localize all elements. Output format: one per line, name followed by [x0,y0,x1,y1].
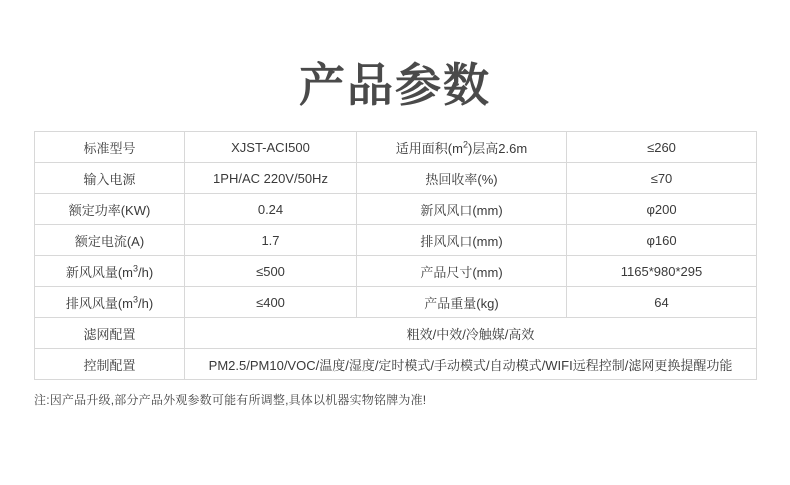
spec-value: 0.24 [185,194,357,225]
disclaimer-note: 注:因产品升级,部分产品外观参数可能有所调整,具体以机器实物铭牌为准! [34,393,427,408]
table-row [35,287,757,318]
spec-value: 1PH/AC 220V/50Hz [185,163,357,194]
spec-label: 额定功率(KW) [35,194,185,225]
spec-label: 产品尺寸(mm) [357,256,567,287]
spec-value: ≤70 [567,163,757,194]
spec-value: φ160 [567,225,757,256]
spec-label: 额定电流(A) [35,225,185,256]
spec-label-sup: 3 [132,294,138,305]
table-row [35,318,757,349]
spec-label-text-post: /h) [138,264,154,280]
spec-label-text: 适用面积(m [395,140,463,156]
spec-table [34,131,757,380]
spec-value: PM2.5/PM10/VOC/温度/湿度/定时模式/手动模式/自动模式/WIFI远程控制/滤网更换提醒功能 [185,349,757,380]
spec-label [35,256,185,287]
table-row [35,194,757,225]
table-row [35,256,757,287]
spec-label: 排风风口(mm) [357,225,567,256]
spec-label-text: 排风风量(m [65,295,133,311]
spec-table-container [0,131,790,380]
table-row [35,132,757,163]
spec-value: 64 [567,287,757,318]
spec-label-sup: 3 [132,263,138,274]
spec-label: 控制配置 [35,349,185,380]
spec-value: ≤500 [185,256,357,287]
spec-label: 产品重量(kg) [357,287,567,318]
spec-label: 输入电源 [35,163,185,194]
table-row [35,163,757,194]
spec-value: 粗效/中效/冷触媒/高效 [185,318,757,349]
table-row [35,225,757,256]
spec-value: 1165*980*295 [567,256,757,287]
spec-label [35,287,185,318]
spec-value: ≤260 [567,132,757,163]
spec-label-text-post: /h) [138,295,154,311]
spec-label: 标准型号 [35,132,185,163]
spec-label: 热回收率(%) [357,163,567,194]
spec-label-sup: 2 [462,139,468,150]
spec-value: ≤400 [185,287,357,318]
spec-value: φ200 [567,194,757,225]
table-row [35,349,757,380]
spec-value: XJST-ACI500 [185,132,357,163]
spec-label-text: 新风风量(m [65,264,133,280]
spec-label: 新风风口(mm) [357,194,567,225]
spec-value: 1.7 [185,225,357,256]
spec-label [357,132,567,163]
spec-label: 滤网配置 [35,318,185,349]
page-title: 产品参数 [299,59,491,111]
spec-label-text-post: )层高2.6m [467,140,528,156]
